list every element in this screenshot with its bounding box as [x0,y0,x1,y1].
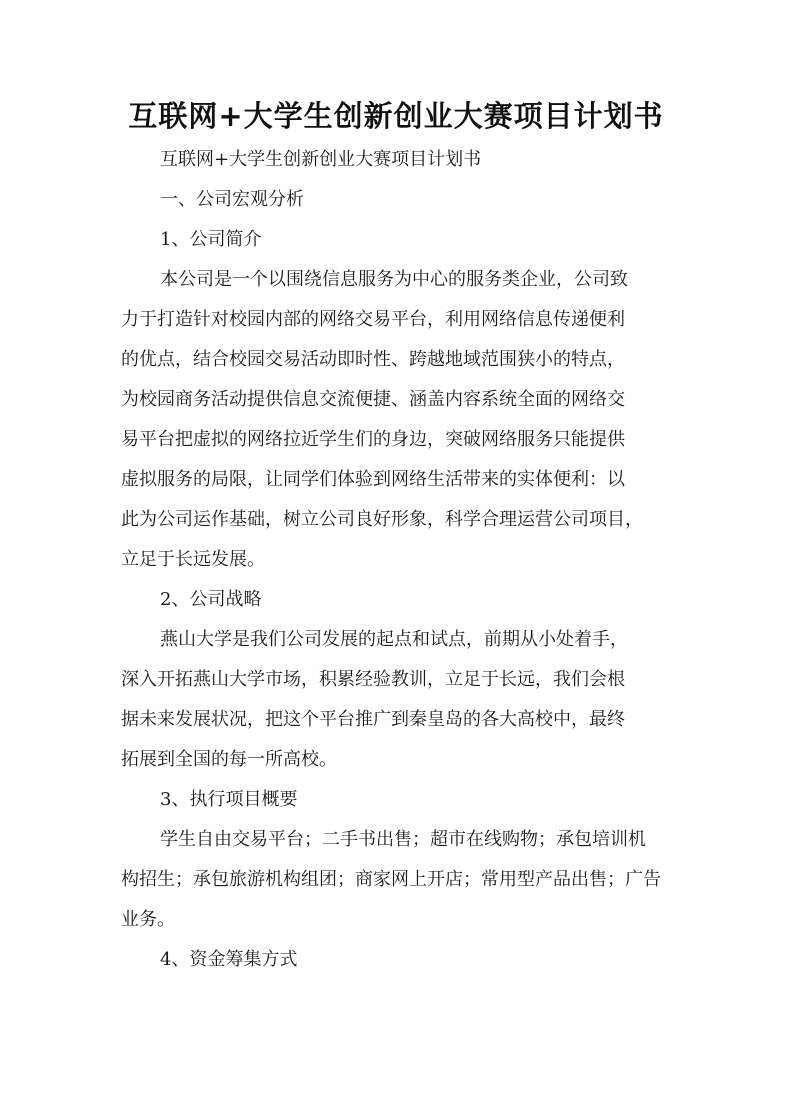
paragraph-line: 业务。 [121,909,175,930]
document-body [121,142,673,977]
section-heading-company-strategy: 2、公司战略 [160,589,262,610]
section-heading-project-summary: 3、执行项目概要 [160,789,298,810]
paragraph-line: 本公司是一个以围绕信息服务为中心的服务类企业，公司致 [160,269,628,290]
paragraph-line: 易平台把虚拟的网络拉近学生们的身边，突破网络服务只能提供 [121,429,625,450]
paragraph-line: 构招生；承包旅游机构组团；商家网上开店；常用型产品出售；广告 [121,869,661,890]
document-subtitle: 互联网+大学生创新创业大赛项目计划书 [160,149,482,170]
paragraph-project-summary [121,822,673,937]
paragraph-line: 燕山大学是我们公司发展的起点和试点，前期从小处着手， [160,629,628,650]
paragraph-line: 据未来发展状况，把这个平台推广到秦皇岛的各大高校中，最终 [121,709,625,730]
paragraph-company-intro [121,262,673,577]
section-heading-macro-analysis: 一、公司宏观分析 [160,189,304,210]
section-heading-company-intro: 1、公司简介 [160,229,262,250]
paragraph-line: 的优点，结合校园交易活动即时性、跨越地域范围狭小的特点， [121,349,625,370]
section-heading-fundraising: 4、资金筹集方式 [160,949,298,970]
paragraph-company-strategy [121,622,673,777]
paragraph-line: 深入开拓燕山大学市场，积累经验教训，立足于长远，我们会根 [121,669,625,690]
paragraph-line: 虚拟服务的局限，让同学们体验到网络生活带来的实体便利：以 [121,469,625,490]
paragraph-line: 为校园商务活动提供信息交流便捷、涵盖内容系统全面的网络交 [121,389,625,410]
document-title: 互联网+大学生创新创业大赛项目计划书 [128,99,664,133]
paragraph-line: 学生自由交易平台；二手书出售；超市在线购物；承包培训机 [160,829,646,850]
paragraph-line: 拓展到全国的每一所高校。 [121,749,337,770]
paragraph-line: 此为公司运作基础，树立公司良好形象，科学合理运营公司项目， [121,509,643,530]
paragraph-line: 立足于长远发展。 [121,549,265,570]
paragraph-line: 力于打造针对校园内部的网络交易平台，利用网络信息传递便利 [121,309,625,330]
